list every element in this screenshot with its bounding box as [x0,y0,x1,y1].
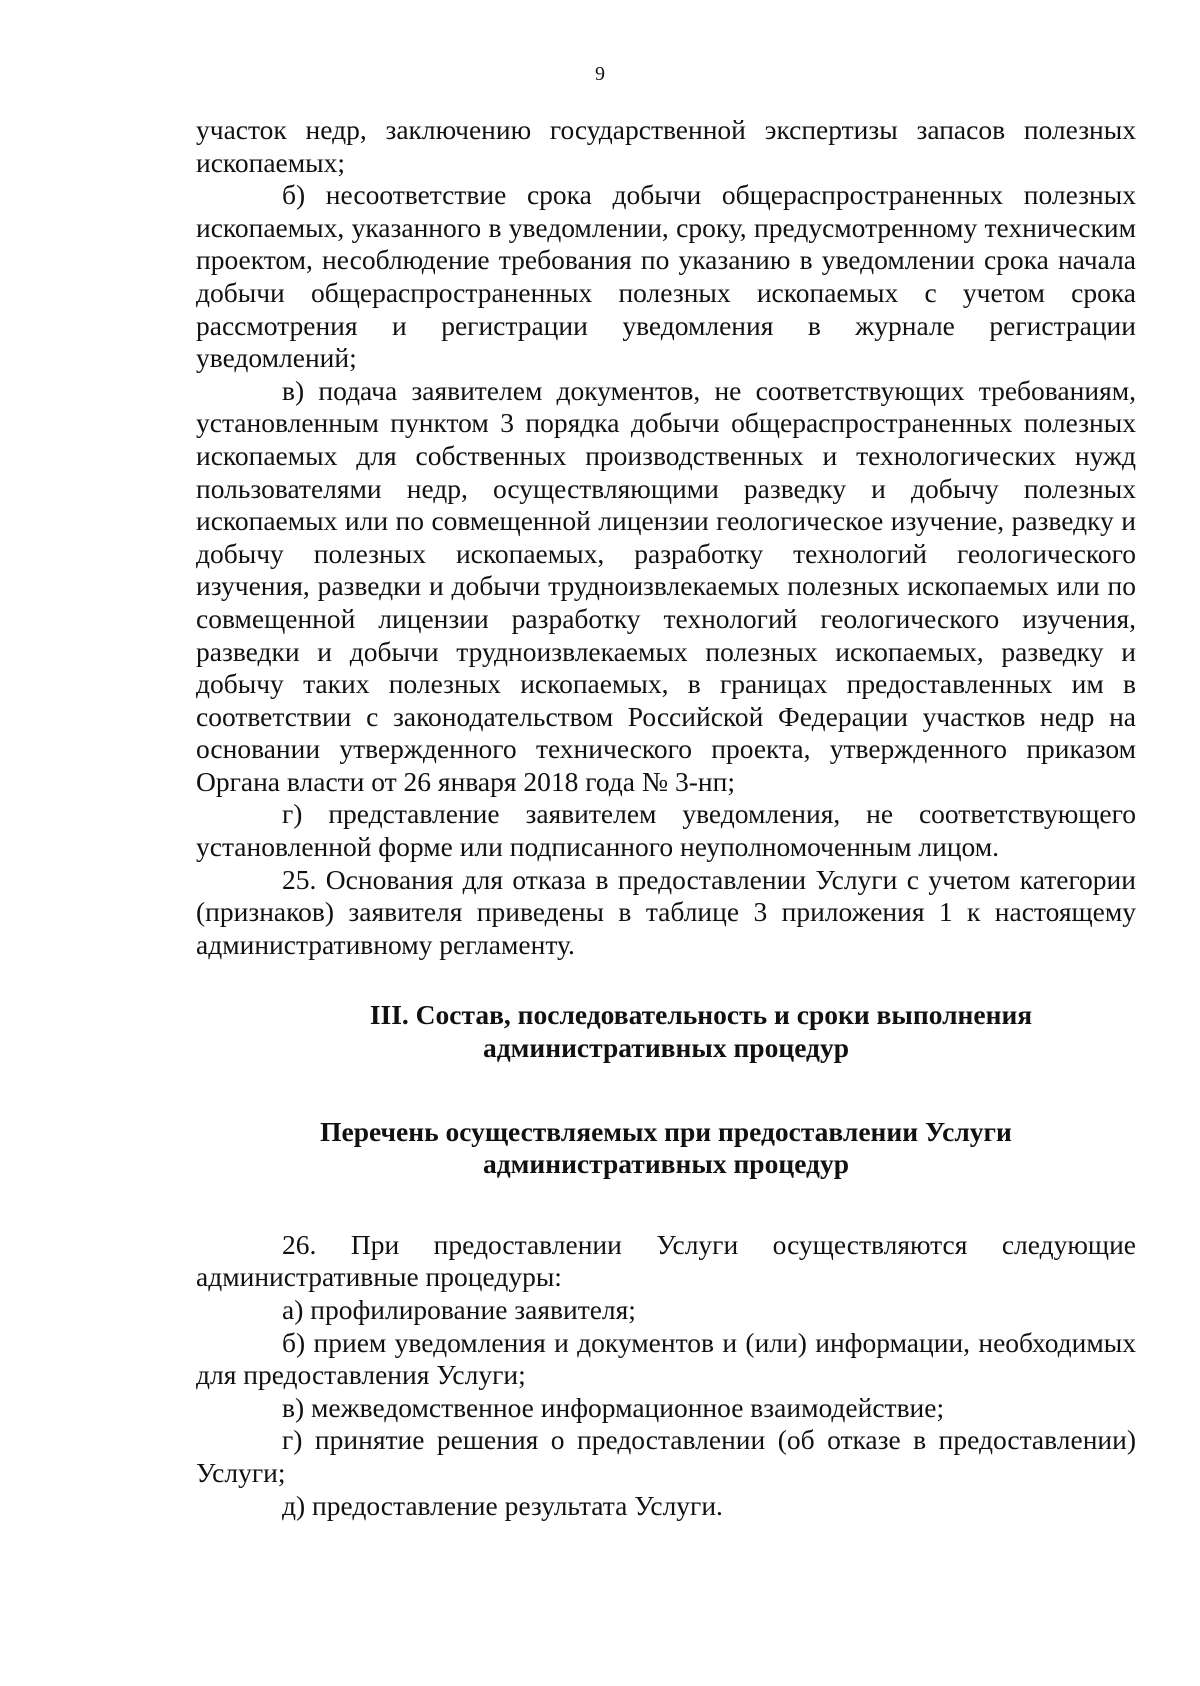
subsection-heading [196,1116,1136,1181]
list-item-g: г) принятие решения о предоставлении (об отказе в предоставлении) Услуги; [196,1424,1136,1488]
paragraph-item-v: в) подача заявителем документов, не соответствующих требованиям, установленным пунктом 3 порядка добычи общераспространенных полезных ископаемых для собственных производственных и технологических нужд пользователями недр, осуществляющими разведку и добычу полезных ископаемых или по совмещенной лицензии геологическое изучение, разведку и добычу полезных ископаемых, разработку технологий геологического изучения, разведки и добычи трудноизвлекаемых полезных ископаемых или по совмещенной лицензии разработку технологий геологического изучения, разведки и добычи трудноизвлекаемых полезных ископаемых, разведку и добычу таких полезных ископаемых, в границах предоставленных им в соответствии с законодательством Российской Федерации участков недр на основании утвержденного технического проекта, утвержденного приказом Органа власти от 26 января 2018 года № 3-нп; [196,374,1136,797]
list-item-d: д) предоставление результата Услуги. [282,1489,723,1521]
subsection-heading-line-1: Перечень осуществляемых при предоставлении Услуги [320,1115,1012,1147]
section-heading-line-1: III. Состав, последовательность и сроки выполнения [369,999,1033,1031]
list-item-v: в) межведомственное информационное взаимодействие; [282,1391,945,1423]
paragraph-25: 25. Основания для отказа в предоставлении Услуги с учетом категории (признаков) заявителя приведены в таблице 3 приложения 1 к настоящему административному регламенту. [196,863,1136,960]
paragraph-item-b: б) несоответствие срока добычи общераспространенных полезных ископаемых, указанного в уведомлении, сроку, предусмотренному техническим проектом, несоблюдение требования по указанию в уведомлении срока начала добычи общераспространенных полезных ископаемых с учетом срока рассмотрения и регистрации уведомления в журнале регистрации уведомлений; [196,179,1136,374]
list-item-a: а) профилирование заявителя; [282,1294,636,1325]
paragraph-26: 26. При предоставлении Услуги осуществляются следующие административные процедуры: [196,1228,1136,1293]
section-heading [196,999,1136,1064]
paragraph-item-g: г) представление заявителем уведомления, не соответствующего установленной форме или подписанного неуполномоченным лицом. [196,798,1136,863]
list-item-b: б) прием уведомления и документов и (или) информации, необходимых для предоставления Услуги; [196,1326,1136,1391]
page-number: 9 [595,63,605,85]
section-heading-line-2: административных процедур [483,1032,849,1064]
document-body [196,114,1136,1522]
paragraph-continuation: участок недр, заключению государственной экспертизы запасов полезных ископаемых; [196,114,1136,178]
subsection-heading-line-2: административных процедур [483,1148,849,1180]
